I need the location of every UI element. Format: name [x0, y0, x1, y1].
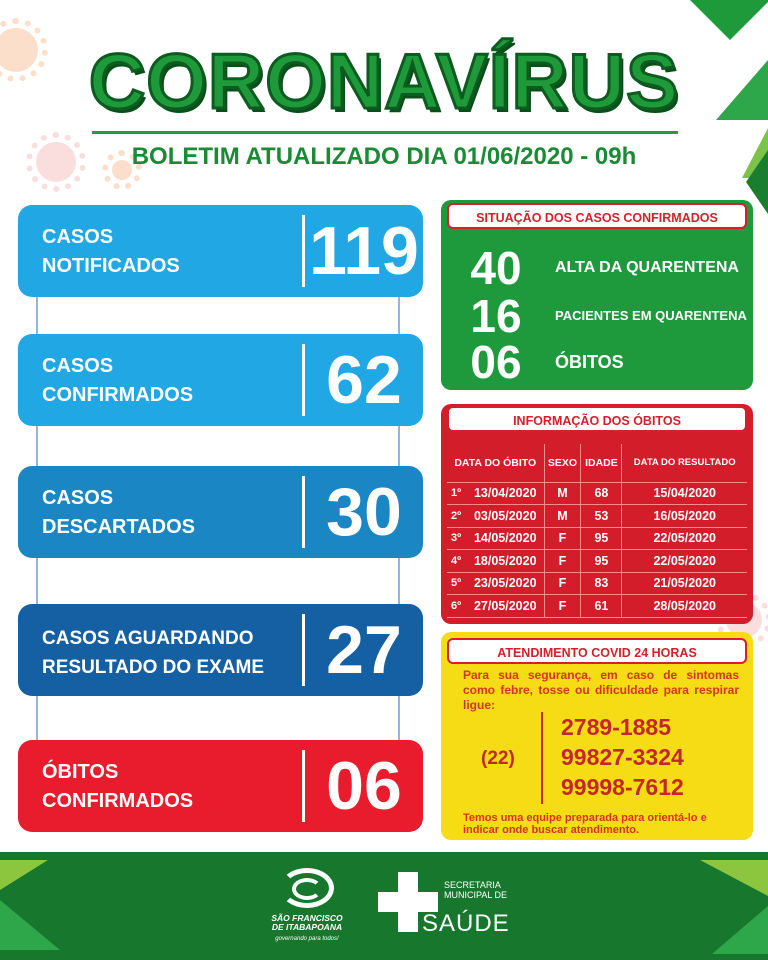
title-divider — [92, 131, 678, 134]
virus-illustration-icon — [0, 28, 38, 72]
contact-instructions: Para sua segurança, em caso de sintomas como febre, tosse ou dificuldade para respirar ligue: — [463, 668, 739, 712]
stat-label: CASOS NOTIFICADOS — [42, 226, 180, 277]
table-row — [447, 505, 747, 528]
municipality-name: SÃO FRANCISCO DE ITABAPOANA — [271, 913, 343, 932]
stat-divider — [302, 344, 305, 416]
table-row — [447, 572, 747, 595]
sex: F — [544, 595, 581, 618]
age: 61 — [581, 595, 622, 618]
death-date: 13/04/2020 — [467, 482, 544, 505]
phone-number[interactable]: 2789-1885 — [561, 714, 671, 740]
municipality-tagline: governando para todos! — [275, 936, 339, 942]
sex: M — [544, 482, 581, 505]
stat-confirmed-cases — [18, 334, 423, 426]
swirl-logo-inner-icon — [292, 878, 322, 900]
result-date: 15/04/2020 — [622, 482, 747, 505]
result-date: 22/05/2020 — [622, 527, 747, 550]
secretariat-label: SECRETARIA MUNICIPAL DE — [444, 880, 508, 900]
age: 53 — [581, 505, 622, 528]
phone-number[interactable]: 99998-7612 — [561, 774, 684, 800]
stat-divider — [302, 614, 305, 686]
stat-label: CASOS AGUARDANDO RESULTADO DO EXAME — [42, 628, 265, 678]
decorative-triangle — [690, 0, 768, 40]
situation-value: 16 — [470, 290, 522, 342]
result-date: 28/05/2020 — [622, 595, 747, 618]
situation-heading: SITUAÇÃO DOS CASOS CONFIRMADOS — [447, 203, 747, 229]
stat-confirmed-deaths — [18, 740, 423, 832]
age: 95 — [581, 550, 622, 573]
row-ordinal: 4º — [447, 550, 467, 573]
column-header: SEXO — [544, 444, 581, 482]
phone-list — [561, 712, 684, 802]
table-row — [447, 595, 747, 618]
table-row — [447, 550, 747, 573]
stat-awaiting-results — [18, 604, 423, 696]
stat-discarded-cases — [18, 466, 423, 558]
sex: F — [544, 572, 581, 595]
deaths-table — [447, 444, 747, 618]
row-ordinal: 1º — [447, 482, 467, 505]
decorative-triangle — [0, 900, 60, 950]
age: 68 — [581, 482, 622, 505]
decorative-triangle — [700, 860, 768, 896]
contact-panel — [441, 632, 753, 840]
contact-footer-text: Temos uma equipe preparada para orientá-lo e indicar onde buscar atendimento. — [463, 812, 707, 836]
result-date: 16/05/2020 — [622, 505, 747, 528]
secretariat-name: SAÚDE — [422, 910, 510, 937]
table-row — [447, 527, 747, 550]
health-secretariat-logo — [378, 872, 508, 942]
result-date: 21/05/2020 — [622, 572, 747, 595]
stat-divider — [302, 476, 305, 548]
sex: F — [544, 527, 581, 550]
decorative-triangle — [712, 906, 768, 954]
sex: M — [544, 505, 581, 528]
stat-value: 27 — [326, 612, 402, 688]
phone-number[interactable]: 99827-3324 — [561, 744, 684, 770]
deaths-heading: INFORMAÇÃO DOS ÓBITOS — [447, 406, 747, 432]
row-ordinal: 5º — [447, 572, 467, 595]
situation-panel — [441, 200, 753, 390]
death-date: 14/05/2020 — [467, 527, 544, 550]
stat-label: ÓBITOS CONFIRMADOS — [42, 761, 194, 812]
row-ordinal: 2º — [447, 505, 467, 528]
stat-divider — [302, 215, 305, 287]
age: 95 — [581, 527, 622, 550]
situation-label: PACIENTES EM QUARENTENA — [555, 308, 747, 323]
sex: F — [544, 550, 581, 573]
column-header: DATA DO ÓBITO — [447, 444, 544, 482]
area-code: (22) — [481, 748, 515, 769]
result-date: 22/05/2020 — [622, 550, 747, 573]
table-row — [447, 482, 747, 505]
situation-label: ÓBITOS — [555, 352, 624, 372]
stat-label: CASOS CONFIRMADOS — [42, 355, 194, 406]
health-cross-bar — [378, 892, 438, 912]
contact-heading: ATENDIMENTO COVID 24 HORAS — [447, 638, 747, 664]
municipality-logo — [262, 866, 352, 956]
row-ordinal: 6º — [447, 595, 467, 618]
situation-value: 40 — [470, 242, 522, 294]
stat-value: 62 — [326, 342, 402, 418]
table-header-row — [447, 444, 747, 482]
stat-value: 06 — [326, 748, 402, 824]
death-date: 27/05/2020 — [467, 595, 544, 618]
decorative-triangle — [716, 60, 768, 120]
stat-value: 30 — [326, 474, 402, 550]
stat-value: 119 — [309, 213, 419, 289]
decorative-triangle — [0, 860, 48, 890]
stat-divider — [302, 750, 305, 822]
deaths-panel — [441, 404, 753, 624]
phone-divider — [541, 712, 543, 804]
death-date: 03/05/2020 — [467, 505, 544, 528]
bulletin-date: BOLETIM ATUALIZADO DIA 01/06/2020 - 09h — [131, 143, 637, 170]
row-ordinal: 3º — [447, 527, 467, 550]
death-date: 23/05/2020 — [467, 572, 544, 595]
page-title: CORONAVÍRUS — [88, 37, 680, 125]
column-header: IDADE — [581, 444, 622, 482]
column-header: DATA DO RESULTADO — [622, 444, 747, 482]
situation-label: ALTA DA QUARENTENA — [555, 259, 739, 276]
situation-value: 06 — [470, 336, 522, 388]
age: 83 — [581, 572, 622, 595]
stat-notified-cases — [18, 205, 423, 297]
stat-label: CASOS DESCARTADOS — [42, 487, 195, 538]
death-date: 18/05/2020 — [467, 550, 544, 573]
